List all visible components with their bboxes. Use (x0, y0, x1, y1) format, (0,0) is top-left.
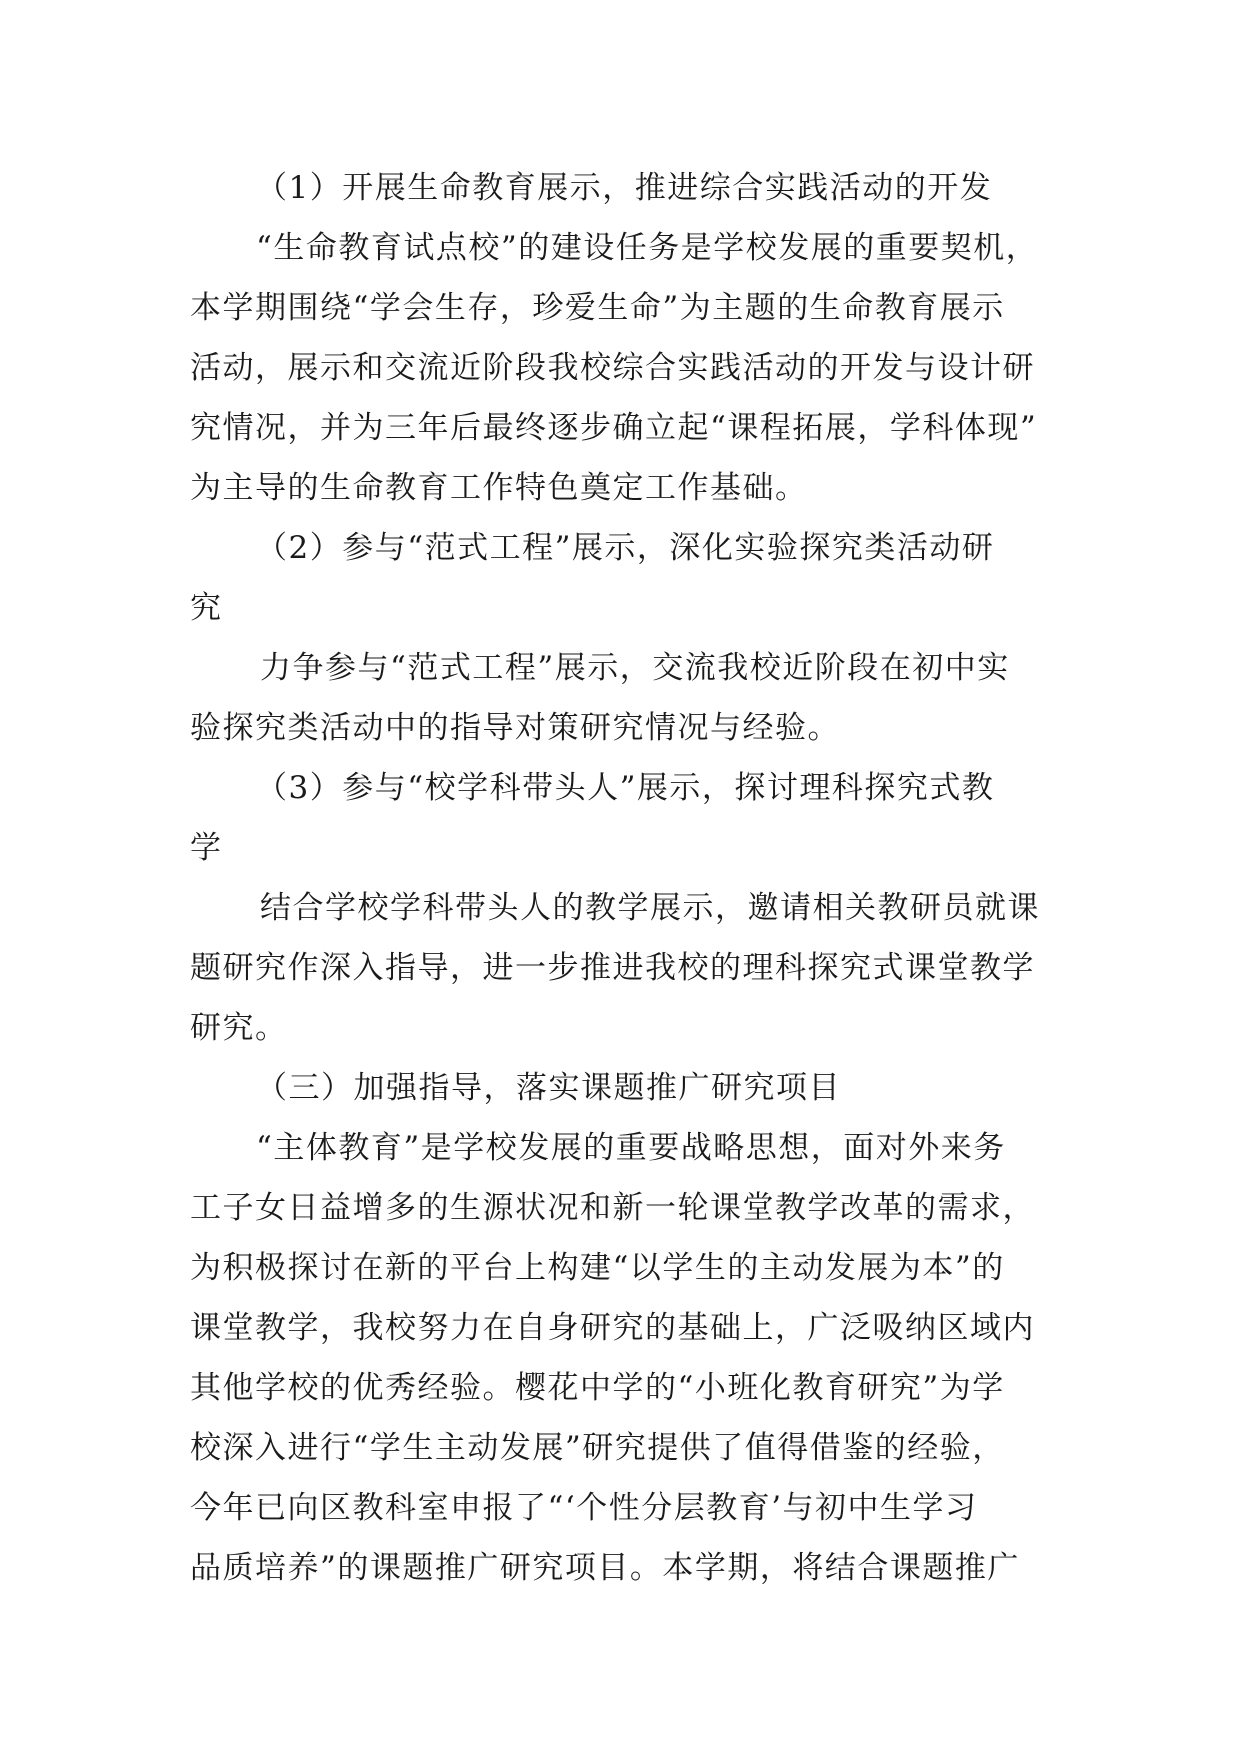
paragraph-line: 今年已向区教科室申报了“‘个性分层教育’与初中生学习 (190, 1490, 978, 1526)
paragraph-line: 结合学校学科带头人的教学展示，邀请相关教研员就课 (260, 890, 1040, 926)
paragraph-line: 为积极探讨在新的平台上构建“以学生的主动发展为本”的 (190, 1250, 1005, 1286)
heading-subject-leader-cont: 学 (190, 830, 223, 866)
paragraph-line: 品质培养”的课题推广研究项目。本学期，将结合课题推广 (190, 1550, 1020, 1586)
paragraph-line: 验探究类活动中的指导对策研究情况与经验。 (190, 710, 840, 746)
paragraph-line: 本学期围绕“学会生存，珍爱生命”为主题的生命教育展示 (190, 290, 1005, 326)
paragraph-line: 其他学校的优秀经验。樱花中学的“小班化教育研究”为学 (190, 1370, 1005, 1406)
paragraph-line: 题研究作深入指导，进一步推进我校的理科探究式课堂教学 (190, 950, 1035, 986)
paragraph-line: 工子女日益增多的生源状况和新一轮课堂教学改革的需求， (190, 1190, 1035, 1226)
heading-section-three: （三）加强指导，落实课题推广研究项目 (256, 1070, 841, 1106)
heading-paradigm-project-cont: 究 (190, 590, 223, 626)
paragraph-line: 课堂教学，我校努力在自身研究的基础上，广泛吸纳区域内 (190, 1310, 1035, 1346)
paragraph-line: 活动，展示和交流近阶段我校综合实践活动的开发与设计研 (190, 350, 1035, 386)
paragraph-line: “主体教育”是学校发展的重要战略思想，面对外来务 (256, 1130, 1006, 1166)
heading-subject-leader: （3）参与“校学科带头人”展示，探讨理科探究式教 (256, 770, 995, 806)
heading-life-education: （1）开展生命教育展示，推进综合实践活动的开发 (256, 170, 993, 206)
paragraph-line: 力争参与“范式工程”展示，交流我校近阶段在初中实 (260, 650, 1010, 686)
heading-paradigm-project: （2）参与“范式工程”展示，深化实验探究类活动研 (256, 530, 995, 566)
paragraph-line: 校深入进行“学生主动发展”研究提供了值得借鉴的经验， (190, 1430, 1005, 1466)
paragraph-line: 为主导的生命教育工作特色奠定工作基础。 (190, 470, 808, 506)
paragraph-line: “生命教育试点校”的建设任务是学校发展的重要契机， (256, 230, 1039, 266)
paragraph-line: 究情况，并为三年后最终逐步确立起“课程拓展，学科体现” (190, 410, 1038, 446)
paragraph-line: 研究。 (190, 1010, 288, 1046)
